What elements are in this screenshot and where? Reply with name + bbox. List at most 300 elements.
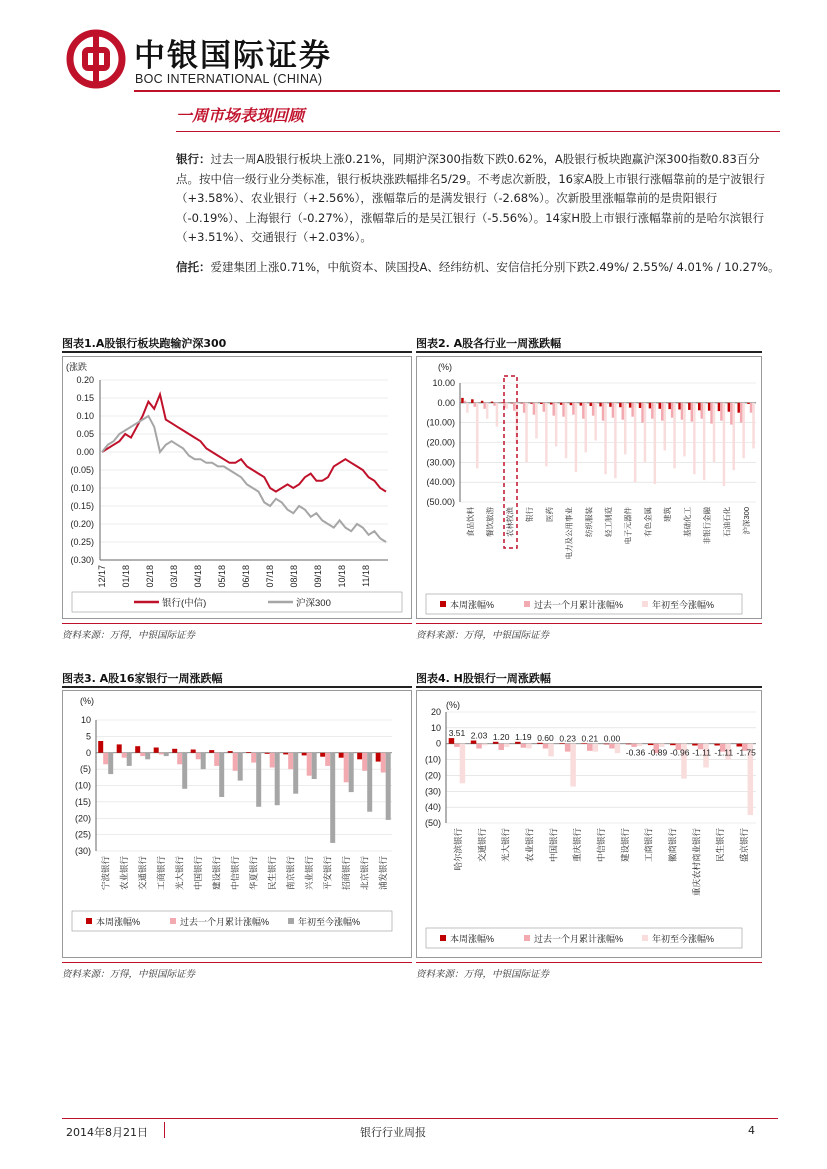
fig4-frame xyxy=(417,691,762,958)
fig2-ytick-label: (10.00) xyxy=(426,417,455,428)
fig3-bar-s2-0 xyxy=(108,753,113,774)
fig3-bar-s1-15 xyxy=(381,753,386,773)
fig4-category-label: 盛京银行 xyxy=(739,828,750,863)
fig2-bar-s2-22 xyxy=(683,403,686,457)
fig4-bar-s2-6 xyxy=(593,744,599,752)
fig4-data-label: -0.96 xyxy=(670,747,690,758)
fig3-ytick-label: (10) xyxy=(74,780,91,791)
fig1-ytick-label: 0.10 xyxy=(76,411,94,421)
fig1-xtick-label: 04/18 xyxy=(193,565,203,588)
fig2-category-label: 纺织服装 xyxy=(584,507,594,537)
fig3-category-label: 民生银行 xyxy=(266,856,277,891)
fig1-title-rule xyxy=(62,351,412,353)
fig3-bar-s1-4 xyxy=(177,753,182,765)
fig2-bar-s0-29 xyxy=(747,403,750,404)
fig2-bar-s1-25 xyxy=(710,403,713,424)
fig2-bar-s0-28 xyxy=(738,403,741,413)
fig2-bar-s0-14 xyxy=(599,403,602,407)
fig3-bar-s0-3 xyxy=(154,748,159,753)
fig2-bar-s0-23 xyxy=(688,403,691,410)
fig4-bar-s2-9 xyxy=(659,744,665,747)
fig2-legend-label-1: 过去一个月累计涨幅% xyxy=(534,600,624,610)
fig4-title-rule xyxy=(416,686,762,688)
fig2-bar-s1-21 xyxy=(671,403,674,418)
fig4-data-label: 0.21 xyxy=(581,733,599,744)
fig3-bar-s1-9 xyxy=(270,753,275,768)
footer-divider xyxy=(62,1118,778,1119)
fig2-chart xyxy=(416,356,762,621)
fig3-bar-s1-0 xyxy=(103,753,108,765)
fig3-category-label: 中国银行 xyxy=(192,856,203,891)
fig2-bar-s0-10 xyxy=(560,403,563,405)
fig3-ytick-label: 0 xyxy=(85,747,91,758)
fig1-legend-box xyxy=(72,592,402,612)
fig2-bar-s1-1 xyxy=(474,403,477,407)
fig2-bar-s2-11 xyxy=(575,403,578,472)
fig2-bar-s1-7 xyxy=(533,403,536,415)
fig3-ytick-label: (20) xyxy=(74,813,91,824)
footer-page: 4 xyxy=(748,1124,755,1137)
fig4-bar-s1-4 xyxy=(543,744,549,749)
fig2-bar-s2-14 xyxy=(604,403,607,474)
header-divider xyxy=(134,90,780,92)
footer-separator xyxy=(164,1122,165,1138)
fig2-ytick-label: (50.00) xyxy=(426,497,455,507)
fig4-category-label: 光大银行 xyxy=(500,828,511,863)
fig4-category-label: 建设银行 xyxy=(619,828,630,863)
fig4-title: 图表4. H股银行一周涨跌幅 xyxy=(416,672,551,685)
fig4-bar-s0-3 xyxy=(515,742,521,744)
fig1-xtick-label: 06/18 xyxy=(241,565,251,588)
fig3-ytick-label: 5 xyxy=(85,731,91,742)
fig2-bar-s1-19 xyxy=(651,403,654,419)
fig2-source-rule xyxy=(416,623,762,624)
fig4-bar-s2-3 xyxy=(526,744,532,749)
fig1-source-rule xyxy=(62,623,412,624)
fig3-category-label: 北京银行 xyxy=(359,856,370,891)
fig3-bar-s2-3 xyxy=(164,753,169,756)
section-divider xyxy=(176,131,780,132)
fig2-bar-s1-28 xyxy=(740,403,743,423)
fig3-category-label: 平安银行 xyxy=(322,856,333,891)
fig1-xtick-label: 03/18 xyxy=(169,565,179,588)
fig2-bar-s0-27 xyxy=(728,403,731,412)
fig4-bar-s1-1 xyxy=(476,744,482,749)
fig2-bar-s2-27 xyxy=(733,403,736,470)
trust-text: 爱建集团上涨0.71%，中航资本、陕国投A、经纬纺机、安信信托分别下跌2.49%/ 2.55%/ 4.01% / 10.27%。 xyxy=(210,260,780,274)
fig4-bar-s1-7 xyxy=(609,744,615,749)
fig4-source-rule xyxy=(416,962,762,963)
fig1-title: 图表1.A股银行板块跑输沪深300 xyxy=(62,337,227,350)
fig2-category-label: 非银行金融 xyxy=(702,507,712,545)
fig4-data-label: -0.36 xyxy=(625,747,646,758)
fig1-source: 资料来源：万得，中银国际证券 xyxy=(62,630,196,641)
fig3-legend-label-1: 过去一个月累计涨幅% xyxy=(180,917,270,927)
bank-paragraph xyxy=(176,150,780,248)
fig2-bar-s0-5 xyxy=(511,403,514,404)
fig4-bar-s0-9 xyxy=(648,744,654,745)
fig2-bar-s2-25 xyxy=(713,403,716,463)
fig2-bar-s1-23 xyxy=(691,403,694,422)
fig1-ytick-label: 0.20 xyxy=(76,375,94,385)
fig3-bar-s1-14 xyxy=(362,753,367,771)
fig1-ytick-label: (0.10) xyxy=(70,483,94,493)
fig2-bar-s2-0 xyxy=(466,403,469,413)
fig3-title-rule xyxy=(62,686,412,688)
fig2-bar-s1-29 xyxy=(750,403,753,413)
fig1-xtick-label: 01/18 xyxy=(121,565,131,588)
fig1-ytick-label: (0.20) xyxy=(70,519,94,529)
fig4-bar-s0-12 xyxy=(714,744,720,746)
fig4-bar-s0-1 xyxy=(471,741,477,744)
fig4-legend-label-1: 过去一个月累计涨幅% xyxy=(534,934,624,944)
fig3-bar-s1-7 xyxy=(233,753,238,771)
fig1-legend-label-0: 银行(中信) xyxy=(162,598,207,609)
fig4-bar-s0-11 xyxy=(692,744,698,746)
fig2-bar-s1-3 xyxy=(493,403,496,406)
fig2-bar-s0-1 xyxy=(471,399,474,403)
fig1-ytick-label: (0.30) xyxy=(70,555,94,565)
fig2-bar-s1-11 xyxy=(572,403,575,415)
fig2-category-label: 基础化工 xyxy=(682,507,692,537)
fig2-bar-s0-11 xyxy=(570,403,573,405)
fig2-frame xyxy=(417,357,762,619)
fig1-series-line-0 xyxy=(102,394,386,491)
fig2-bar-s1-10 xyxy=(562,403,565,417)
fig1-legend-label-1: 沪深300 xyxy=(296,598,331,609)
fig1-ytick-label: (0.15) xyxy=(70,501,94,511)
fig3-chart xyxy=(62,690,412,960)
fig2-category-label: 农林牧渔 xyxy=(505,507,515,537)
fig1-ytick-label: 0.05 xyxy=(76,429,94,439)
fig4-bar-s1-5 xyxy=(565,744,571,752)
fig3-ytick-label: (25) xyxy=(74,829,91,840)
fig4-data-label: 0.23 xyxy=(559,733,576,744)
fig2-category-label: 电力及公用事业 xyxy=(564,507,574,560)
fig3-bar-s0-5 xyxy=(191,750,196,753)
fig3-ytick-label: (30) xyxy=(74,846,91,856)
fig2-bar-s1-0 xyxy=(464,401,467,403)
fig2-legend-swatch-2 xyxy=(642,601,648,607)
fig2-category-label: 建筑 xyxy=(663,507,673,522)
fig2-bar-s2-1 xyxy=(476,403,479,469)
fig1-frame xyxy=(63,357,412,619)
fig2-bar-s1-9 xyxy=(553,403,556,416)
fig2-bar-s2-29 xyxy=(752,403,755,449)
fig3-ytick-label: 10 xyxy=(80,715,91,725)
fig2-bar-s2-3 xyxy=(496,403,499,427)
fig4-bar-s1-0 xyxy=(454,744,460,747)
fig4-category-label: 徽商银行 xyxy=(667,828,678,863)
fig4-bar-s1-6 xyxy=(587,744,593,751)
fig4-bar-s2-4 xyxy=(548,744,554,757)
footer-report: 银行行业周报 xyxy=(360,1126,426,1139)
fig2-bar-s0-13 xyxy=(590,403,593,406)
fig3-category-label: 建设银行 xyxy=(211,856,222,891)
trust-label: 信托： xyxy=(176,260,211,274)
fig2-bar-s2-28 xyxy=(742,403,745,459)
fig1-xtick-label: 10/18 xyxy=(337,565,347,588)
fig4-legend-swatch-1 xyxy=(524,935,530,941)
fig2-ytick-label: 0.00 xyxy=(437,397,455,408)
fig2-ytick-label: (20.00) xyxy=(426,437,455,448)
fig3-bar-s2-6 xyxy=(219,753,224,797)
fig3-bar-s0-11 xyxy=(302,753,307,756)
fig4-ytick-label: (30) xyxy=(424,786,441,797)
fig3-bar-s0-14 xyxy=(357,753,362,760)
fig3-ytick-label: (15) xyxy=(74,796,91,807)
fig2-bar-s1-14 xyxy=(602,403,605,421)
trust-paragraph xyxy=(176,258,780,278)
fig2-bar-s2-18 xyxy=(644,403,647,463)
fig3-bar-s0-4 xyxy=(172,749,177,753)
fig2-ylabel: (%) xyxy=(438,362,452,372)
fig2-bar-s0-25 xyxy=(708,403,711,411)
fig4-legend-swatch-0 xyxy=(440,935,446,941)
fig4-ytick-label: (10) xyxy=(424,754,441,765)
fig4-data-label: 1.20 xyxy=(492,731,510,742)
fig3-bar-s2-14 xyxy=(367,753,372,812)
bank-label: 银行： xyxy=(176,152,211,166)
fig2-bar-s0-9 xyxy=(550,403,553,405)
fig3-bar-s0-15 xyxy=(376,753,381,762)
fig2-bar-s1-20 xyxy=(661,403,664,421)
fig3-category-label: 宁波银行 xyxy=(100,856,111,891)
fig4-category-label: 中信银行 xyxy=(596,828,606,863)
fig2-bar-s1-22 xyxy=(681,403,684,420)
fig3-legend-swatch-2 xyxy=(288,918,294,924)
fig4-bar-s1-3 xyxy=(521,744,527,748)
fig2-bar-s1-2 xyxy=(483,403,486,409)
fig1-xtick-label: 09/18 xyxy=(313,565,323,588)
fig3-bar-s1-10 xyxy=(288,753,293,769)
fig3-category-label: 交通银行 xyxy=(137,856,148,891)
fig4-bar-s2-5 xyxy=(570,744,576,787)
fig4-data-label: -1.11 xyxy=(714,747,734,758)
fig4-bar-s0-7 xyxy=(604,744,610,745)
fig3-category-label: 农业银行 xyxy=(118,856,129,891)
fig2-legend-label-2: 年初至今涨幅% xyxy=(652,600,715,610)
fig3-bar-s2-1 xyxy=(127,753,132,766)
fig2-ytick-label: 10.00 xyxy=(432,378,455,388)
fig1-xtick-label: 02/18 xyxy=(145,565,155,588)
fig3-bar-s1-12 xyxy=(325,753,330,766)
fig2-bar-s0-3 xyxy=(491,402,494,403)
fig2-bar-s0-19 xyxy=(649,403,652,409)
fig4-bar-s0-4 xyxy=(537,743,543,744)
fig3-bar-s2-15 xyxy=(386,753,391,820)
section-title: 一周市场表现回顾 xyxy=(176,106,305,125)
fig2-bar-s2-23 xyxy=(693,403,696,474)
fig3-bar-s0-2 xyxy=(135,746,140,753)
fig2-bar-s2-2 xyxy=(486,403,489,419)
fig3-category-label: 南京银行 xyxy=(285,856,296,891)
fig3-bar-s2-5 xyxy=(201,753,206,769)
fig4-category-label: 重庆农村商业银行 xyxy=(691,828,702,897)
fig3-bar-s2-7 xyxy=(238,753,243,781)
fig2-bar-s0-0 xyxy=(461,398,464,403)
fig4-bar-s2-2 xyxy=(504,744,510,747)
fig4-bar-s0-2 xyxy=(493,742,499,744)
fig4-chart xyxy=(416,690,762,960)
fig2-bar-s2-21 xyxy=(673,403,676,469)
fig2-bar-s1-15 xyxy=(612,403,615,418)
fig2-bar-s2-10 xyxy=(565,403,568,459)
fig1-xtick-label: 07/18 xyxy=(265,565,275,588)
fig3-bar-s2-2 xyxy=(145,753,150,760)
fig4-category-label: 民生银行 xyxy=(715,828,726,863)
fig4-data-label: -0.89 xyxy=(647,747,668,758)
fig4-data-label: 0.60 xyxy=(537,732,554,743)
fig3-legend-swatch-0 xyxy=(86,918,92,924)
fig2-bar-s1-18 xyxy=(641,403,644,423)
fig2-bar-s2-20 xyxy=(664,403,667,451)
fig2-bar-s1-24 xyxy=(701,403,704,419)
fig3-category-label: 工商银行 xyxy=(155,856,166,891)
fig3-category-label: 中信银行 xyxy=(229,856,240,891)
fig2-ytick-label: (40.00) xyxy=(426,477,455,488)
fig3-category-label: 招商银行 xyxy=(340,856,351,891)
fig2-bar-s2-24 xyxy=(703,403,706,480)
fig2-bar-s0-26 xyxy=(718,403,721,411)
fig2-bar-s2-26 xyxy=(723,403,726,486)
fig4-ytick-label: (20) xyxy=(424,770,441,781)
bank-text: 过去一周A股银行板块上涨0.21%，同期沪深300指数下跌0.62%，A股银行板块跑赢沪深300指数0.83百分点。按中信一级行业分类标准，银行板块涨跌幅排名5/29。不考虑次新股，16家A股上市银行涨幅靠前的是宁波银行（+3.58%）、农业银行（+2.56%），涨幅靠后的是满发银行（-2.68%）。次新股里涨幅靠前的是贵阳银行（-0.19%）、上海银行（-0.27%），涨幅靠后的是吴江银行（-5.56%）。14家H股上市银行涨幅靠前的是哈尔滨银行（+3.51%）、交通银行（+2.03%）。 xyxy=(176,152,765,245)
footer-date: 2014年8月21日 xyxy=(66,1126,148,1139)
fig2-bar-s0-6 xyxy=(520,403,523,404)
fig3-bar-s1-13 xyxy=(344,753,349,783)
fig3-bar-s0-7 xyxy=(228,751,233,753)
fig3-bar-s1-6 xyxy=(214,753,219,766)
fig2-bar-s2-15 xyxy=(614,403,617,478)
fig1-ytick-label: 0.00 xyxy=(76,447,94,457)
fig3-category-label: 华夏银行 xyxy=(248,856,259,891)
fig3-category-label: 光大银行 xyxy=(174,856,185,891)
fig2-bar-s2-9 xyxy=(555,403,558,447)
fig4-category-label: 交通银行 xyxy=(476,828,487,863)
fig1-xtick-label: 12/17 xyxy=(97,565,107,588)
fig2-legend-label-0: 本周涨幅% xyxy=(450,600,495,610)
fig4-bar-s1-8 xyxy=(631,744,637,747)
fig2-bar-s2-8 xyxy=(545,403,548,467)
fig2-category-label: 银行 xyxy=(525,507,535,522)
fig4-bar-s2-0 xyxy=(460,744,466,784)
fig4-ylabel: (%) xyxy=(446,700,460,710)
fig2-title-rule xyxy=(416,351,762,353)
fig4-category-label: 农业银行 xyxy=(524,828,535,863)
fig4-bar-s2-1 xyxy=(482,744,488,746)
fig3-bar-s2-9 xyxy=(275,753,280,805)
fig2-legend-swatch-0 xyxy=(440,601,446,607)
brand-name-cn: 中银国际证券 xyxy=(134,38,332,74)
fig1-ytick-label: 0.15 xyxy=(76,393,94,403)
fig1-ytick-label: (0.25) xyxy=(70,537,94,547)
fig2-source: 资料来源：万得，中银国际证券 xyxy=(416,630,550,641)
fig3-bar-s1-1 xyxy=(122,753,127,758)
fig4-bar-s0-13 xyxy=(737,744,743,747)
fig2-bar-s1-6 xyxy=(523,403,526,413)
fig4-data-label: 3.51 xyxy=(448,728,466,739)
fig1-chart xyxy=(62,356,412,621)
fig2-bar-s0-8 xyxy=(540,403,543,404)
fig4-category-label: 哈尔滨银行 xyxy=(452,828,463,871)
fig2-title: 图表2. A股各行业一周涨跌幅 xyxy=(416,337,562,350)
fig2-bar-s2-16 xyxy=(624,403,627,455)
boc-logo-icon xyxy=(66,29,126,89)
fig4-legend-label-2: 年初至今涨幅% xyxy=(652,934,715,944)
fig4-data-label: 0.00 xyxy=(603,733,621,744)
fig4-category-label: 重庆银行 xyxy=(572,828,583,863)
fig2-bar-s1-12 xyxy=(582,403,585,419)
fig2-bar-s0-7 xyxy=(530,403,533,404)
fig4-legend-label-0: 本周涨幅% xyxy=(450,934,495,944)
fig3-bar-s0-6 xyxy=(209,750,214,753)
fig4-bar-s0-8 xyxy=(626,744,632,745)
fig3-source-rule xyxy=(62,962,412,963)
fig2-bar-s2-12 xyxy=(585,403,588,453)
fig4-category-label: 中国银行 xyxy=(548,828,559,863)
fig3-legend-label-2: 年初至今涨幅% xyxy=(298,917,361,927)
fig2-bar-s0-12 xyxy=(580,403,583,406)
fig3-bar-s1-8 xyxy=(251,753,256,763)
fig2-category-label: 电子元器件 xyxy=(623,507,633,545)
fig2-bar-s0-2 xyxy=(481,401,484,403)
fig3-bar-s2-10 xyxy=(293,753,298,794)
fig2-category-label: 食品饮料 xyxy=(465,507,475,537)
fig2-category-label: 有色金属 xyxy=(643,507,653,537)
fig2-bar-s2-4 xyxy=(506,403,509,409)
fig2-bar-s2-13 xyxy=(594,403,597,441)
fig1-xtick-label: 11/18 xyxy=(361,565,371,587)
fig2-bar-s1-26 xyxy=(720,403,723,421)
fig1-xtick-label: 08/18 xyxy=(289,565,299,588)
fig4-data-label: 2.03 xyxy=(470,730,488,741)
fig2-bar-s0-16 xyxy=(619,403,622,407)
fig3-bar-s2-8 xyxy=(256,753,261,807)
fig3-ytick-label: (5) xyxy=(80,764,91,775)
fig4-ytick-label: 0 xyxy=(435,738,441,749)
fig2-category-label: 轻工制造 xyxy=(604,507,613,537)
fig1-series-line-1 xyxy=(102,416,386,542)
fig4-ytick-label: 10 xyxy=(430,722,441,733)
fig2-legend-swatch-1 xyxy=(524,601,530,607)
fig3-bar-s0-12 xyxy=(320,753,325,757)
fig1-ytick-label: (0.05) xyxy=(70,465,94,475)
fig2-category-label: 沪深300 xyxy=(742,507,752,535)
fig2-bar-s1-5 xyxy=(513,403,516,411)
fig2-category-label: 医药 xyxy=(544,507,554,522)
fig3-source: 资料来源：万得，中银国际证券 xyxy=(62,969,196,980)
fig4-ytick-label: 20 xyxy=(430,707,441,717)
fig2-ytick-label: (30.00) xyxy=(426,457,455,468)
fig4-category-label: 工商银行 xyxy=(643,828,654,863)
fig2-bar-s0-22 xyxy=(678,403,681,410)
fig3-bar-s0-9 xyxy=(265,753,270,754)
fig2-bar-s2-19 xyxy=(654,403,657,484)
fig3-legend-swatch-1 xyxy=(170,918,176,924)
fig2-bar-s1-13 xyxy=(592,403,595,416)
fig4-ytick-label: (50) xyxy=(424,818,441,828)
fig3-category-label: 兴业银行 xyxy=(303,856,314,891)
fig3-bar-s1-3 xyxy=(159,753,164,755)
fig3-category-label: 浦发银行 xyxy=(377,856,388,891)
fig3-bar-s0-8 xyxy=(246,752,251,753)
fig2-category-label: 石油石化 xyxy=(722,507,732,537)
fig2-bar-s1-16 xyxy=(622,403,625,420)
fig3-bar-s1-5 xyxy=(196,753,201,760)
fig1-xtick-label: 05/18 xyxy=(217,565,227,588)
fig1-ylabel: (涨跌 xyxy=(66,362,87,372)
